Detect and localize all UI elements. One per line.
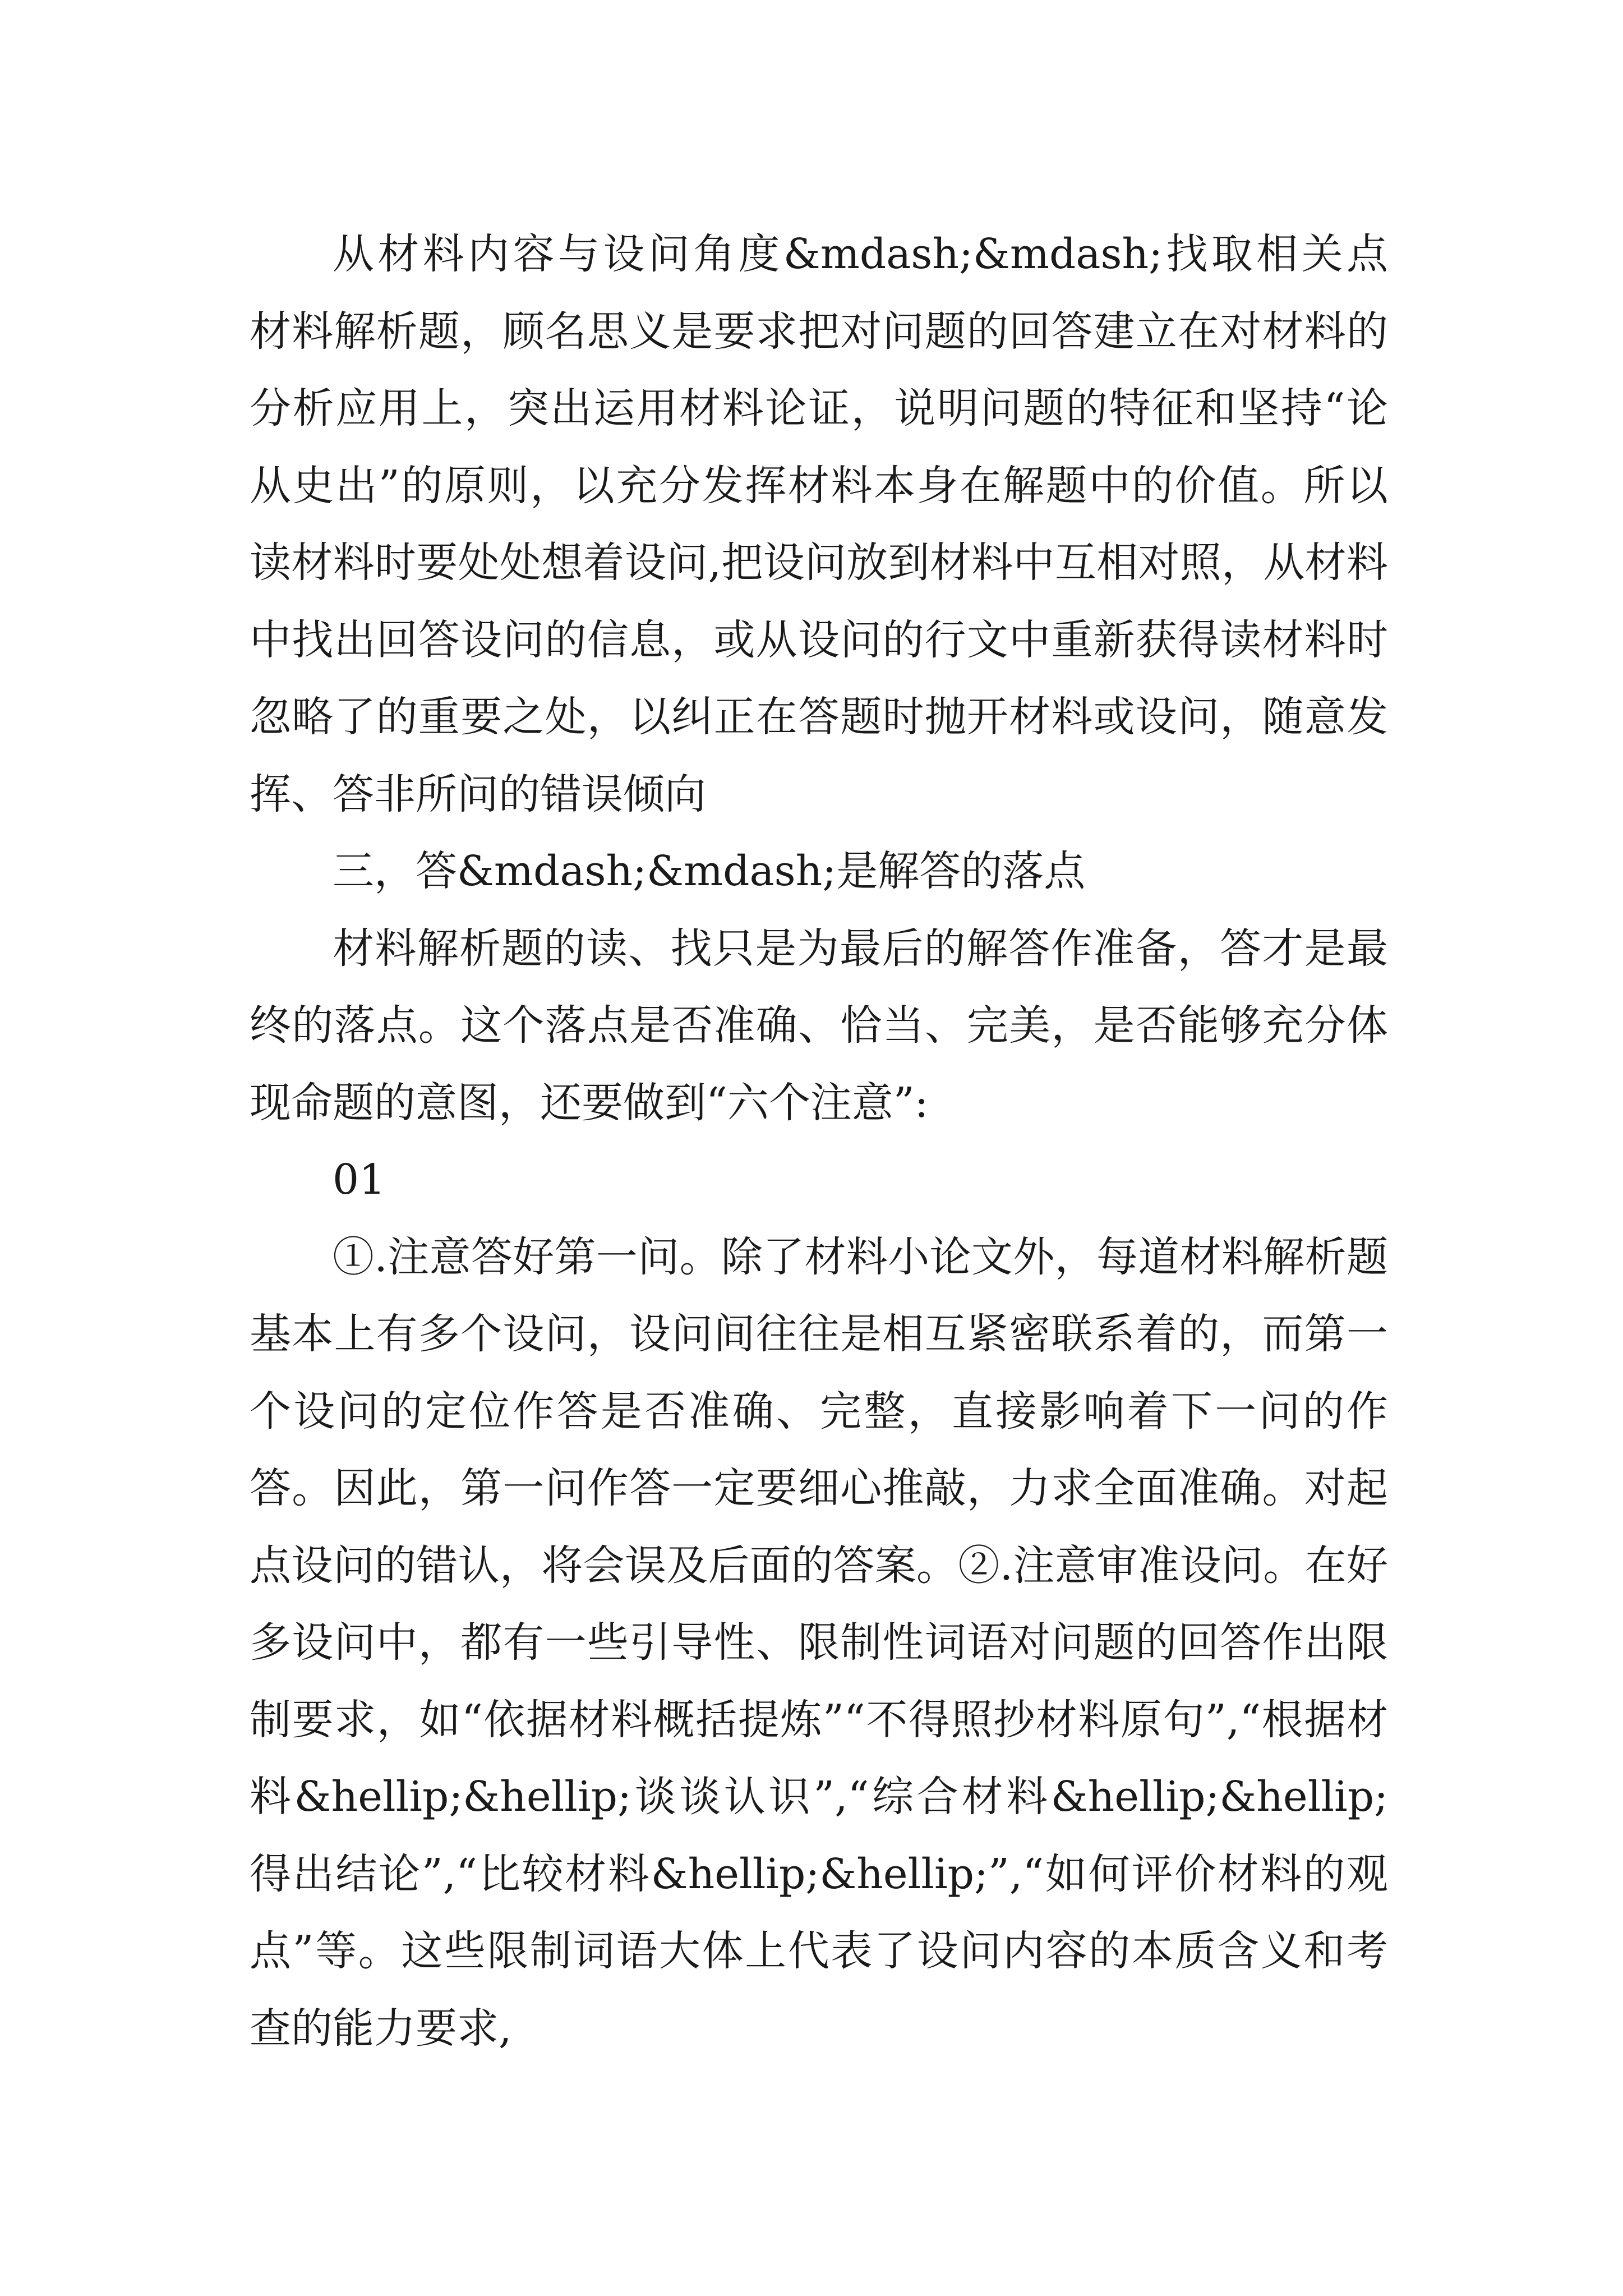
paragraph-six-notes: ①.注意答好第一问。除了材料小论文外，每道材料解析题基本上有多个设问，设问间往往是相互紧密联系着的，而第一个设问的定位作答是否准确、完整，直接影响着下一问的作答。因此，第一问作答一定要细心推敲，力求全面准确。对起点设问的错认，将会误及后面的答案。②.注意审准设问。在好多设问中，都有一些引导性、限制性词语对问题的回答作出限制要求，如“依据材料概括提炼”“不得照抄材料原句”,“根据材料&hellip;&hellip;谈谈认识”,“综合材料&hellip;&hellip;得出结论”,“比较材料&hellip;&hellip;”,“如何评价材料的观点”等。这些限制词语大体上代表了设问内容的本质含义和考查的能力要求, (250, 1232, 1388, 2053)
document-body (250, 216, 1388, 2067)
paragraph-answer-intro: 材料解析题的读、找只是为最后的解答作准备，答才是最终的落点。这个落点是否准确、恰当、完美，是否能够充分体现命题的意图，还要做到“六个注意”: (250, 924, 1388, 1127)
section-heading-answer: 三，答&mdash;&mdash;是解答的落点 (333, 847, 1086, 895)
item-number: 01 (333, 1156, 386, 1204)
paragraph-material-analysis: 从材料内容与设问角度&mdash;&mdash;找取相关点 材料解析题，顾名思义是要求把对问题的回答建立在对材料的分析应用上，突出运用材料论证，说明问题的特征和坚持“论从史出”的原则，以充分发挥材料本身在解题中的价值。所以读材料时要处处想着设问,把设问放到材料中互相对照，从材料中找出回答设问的信息，或从设问的行文中重新获得读材料时忽略了的重要之处，以纠正在答题时抛开材料或设问，随意发挥、答非所问的错误倾向 (250, 230, 1388, 818)
